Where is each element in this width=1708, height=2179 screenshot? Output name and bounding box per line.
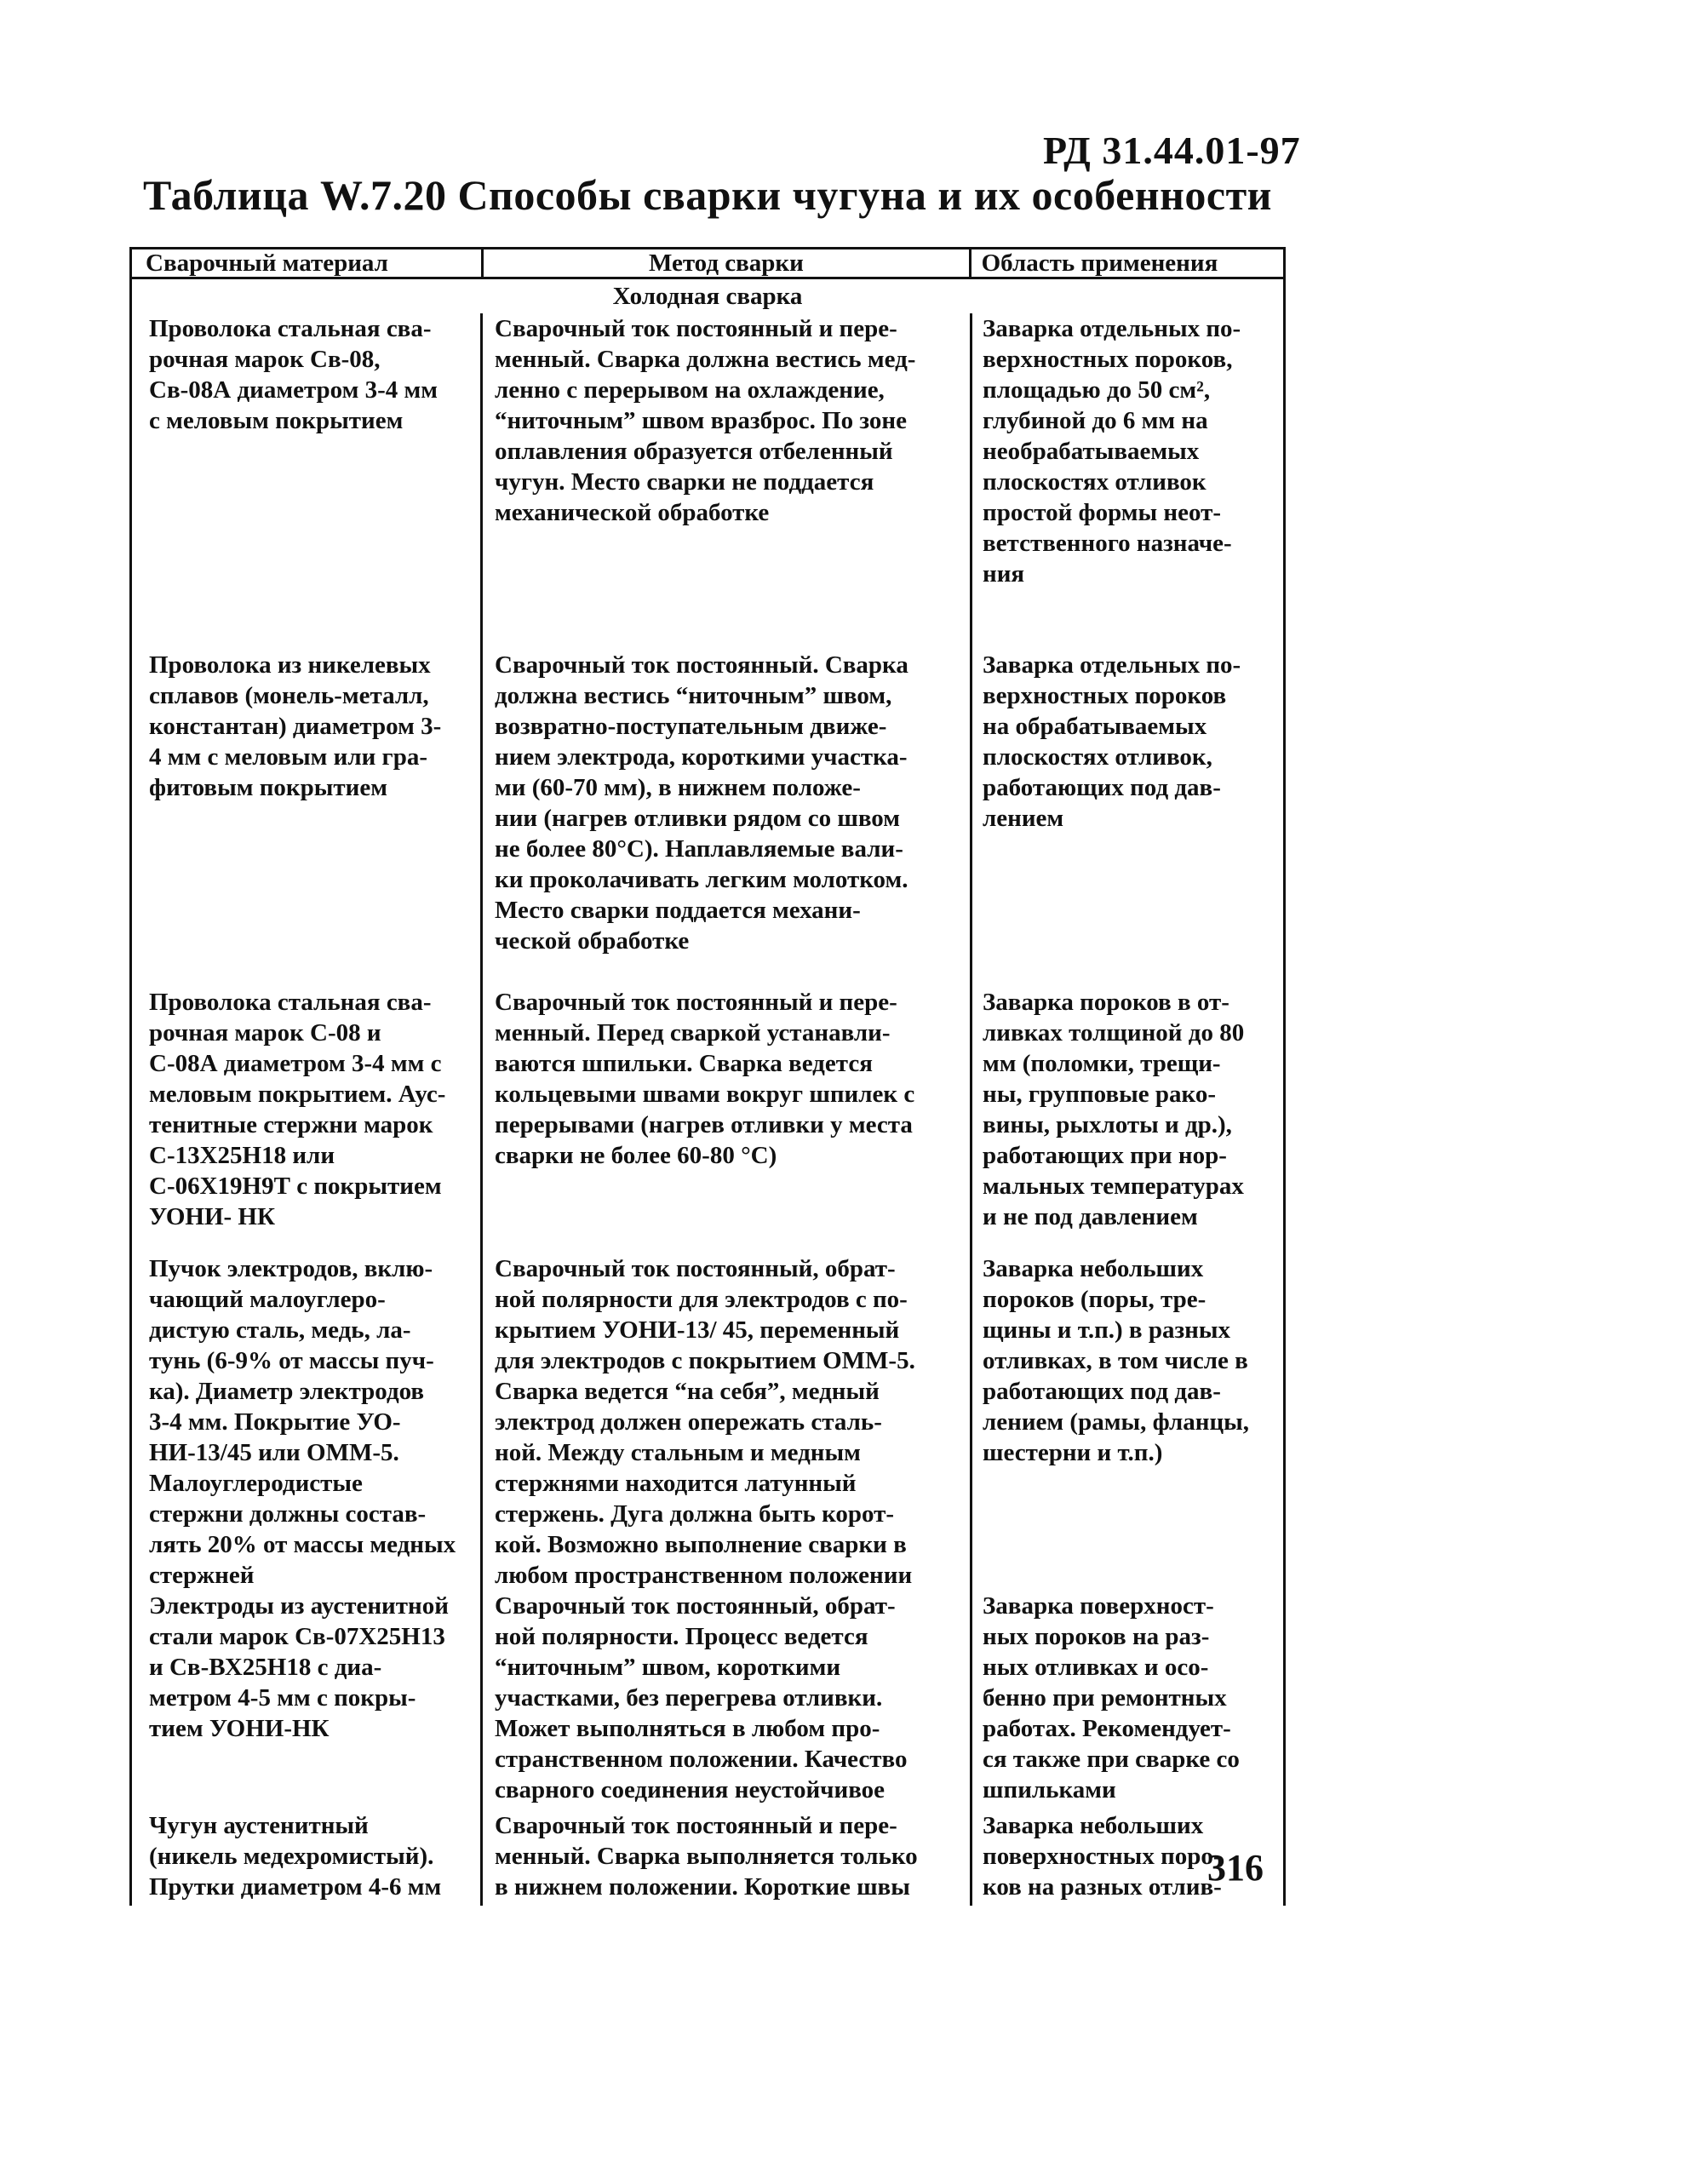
table-row xyxy=(129,650,1286,987)
table-title: Таблица W.7.20 Способы сварки чугуна и их особенности xyxy=(143,171,1272,219)
cell-material: Проволока стальная сва- рочная марок Св-08, Св-08А диаметром 3-4 мм с меловым покрытием xyxy=(129,313,483,650)
document-code: РД 31.44.01-97 xyxy=(1043,129,1301,172)
cell-application: Заварка небольших пороков (поры, тре- щины и т.п.) в разных отливках, в том числе в работающих под дав- лением (рамы, фланцы, шестерни и т.п.) xyxy=(972,1253,1286,1591)
cell-method: Сварочный ток постоянный, обрат- ной полярности. Процесс ведется “ниточным” швом, короткими участками, без перегрева отливки. Может выполняться в любом про- странственном положении. Качество сварного соединения неустойчивое xyxy=(483,1591,972,1810)
cell-application: Заварка небольших поверхностных поро- ков на разных отлив- xyxy=(972,1810,1286,1906)
table-row xyxy=(129,1810,1286,1906)
page-number: 316 xyxy=(1207,1847,1264,1889)
cell-material: Пучок электродов, вклю- чающий малоуглеро- дистую сталь, медь, ла- тунь (6-9% от массы пуч- ка). Диаметр электродов 3-4 мм. Покрытие УО- НИ-13/45 или ОММ-5. Малоуглеродистые стержни должны состав- лять 20% от массы медных стержней xyxy=(129,1253,483,1591)
section-heading-cold-welding: Холодная сварка xyxy=(129,279,1286,313)
welding-methods-table xyxy=(129,247,1286,1906)
column-header-application: Область применения xyxy=(981,249,1218,277)
cell-application: Заварка отдельных по- верхностных пороков на обрабатываемых плоскостях отливок, работающих под дав- лением xyxy=(972,650,1286,987)
cell-method: Сварочный ток постоянный и пере- менный. Перед сваркой устанавли- ваются шпильки. Сварка ведется кольцевыми швами вокруг шпилек с перерывами (нагрев отливки у места сварки не более 60-80 °С) xyxy=(483,987,972,1253)
cell-material: Проволока из никелевых сплавов (монель-металл, константан) диаметром 3- 4 мм с меловым или гра- фитовым покрытием xyxy=(129,650,483,987)
cell-material: Проволока стальная сва- рочная марок С-08 и С-08А диаметром 3-4 мм с меловым покрытием. Аус- тенитные стержни марок С-13Х25Н18 или С-06Х19Н9Т с покрытием УОНИ- НК xyxy=(129,987,483,1253)
table-row xyxy=(129,313,1286,650)
table-row xyxy=(129,1253,1286,1591)
table-row xyxy=(129,987,1286,1253)
cell-method: Сварочный ток постоянный, обрат- ной полярности для электродов с по- крытием УОНИ-13/ 45, переменный для электродов с покрытием ОММ-5. Сварка ведется “на себя”, медный электрод должен опережать сталь- ной. Между стальным и медным стержнями находится латунный стержень. Дуга должна быть корот- кой. Возможно выполнение сварки в любом пространственном положении xyxy=(483,1253,972,1591)
cell-method: Сварочный ток постоянный и пере- менный. Сварка должна вестись мед- ленно с перерывом на охлаждение, “ниточным” швом вразброс. По зоне оплавления образуется отбеленный чугун. Место сварки не поддается механической обработке xyxy=(483,313,972,650)
cell-material: Чугун аустенитный (никель медехромистый). Прутки диаметром 4-6 мм xyxy=(129,1810,483,1906)
cell-method: Сварочный ток постоянный и пере- менный. Сварка выполняется только в нижнем положении. Короткие швы xyxy=(483,1810,972,1906)
cell-application: Заварка поверхност- ных пороков на раз- ных отливках и осо- бенно при ремонтных работах. Рекомендует- ся также при сварке со шпильками xyxy=(972,1591,1286,1810)
cell-material: Электроды из аустенитной стали марок Св-07Х25Н13 и Св-ВХ25Н18 с диа- метром 4-5 мм с покры- тием УОНИ-НК xyxy=(129,1591,483,1810)
column-header-method: Метод сварки xyxy=(484,249,971,277)
cell-application: Заварка отдельных по- верхностных пороков, площадью до 50 см², глубиной до 6 мм на необрабатываемых плоскостях отливок простой формы неот- ветственного назначе- ния xyxy=(972,313,1286,650)
cell-application: Заварка пороков в от- ливках толщиной до 80 мм (поломки, трещи- ны, групповые рако- вины, рыхлоты и др.), работающих при нор- мальных температурах и не под давлением xyxy=(972,987,1286,1253)
table-header-row xyxy=(129,247,1286,279)
table-row xyxy=(129,1591,1286,1810)
cell-method: Сварочный ток постоянный. Сварка должна вестись “ниточным” швом, возвратно-поступательным движе- нием электрода, короткими участка- ми (60-70 мм), в нижнем положе- нии (нагрев отливки рядом со швом не более 80°С). Наплавляемые вали- ки проколачивать легким молотком. Место сварки поддается механи- ческой обработке xyxy=(483,650,972,987)
column-header-material: Сварочный материал xyxy=(132,249,484,277)
